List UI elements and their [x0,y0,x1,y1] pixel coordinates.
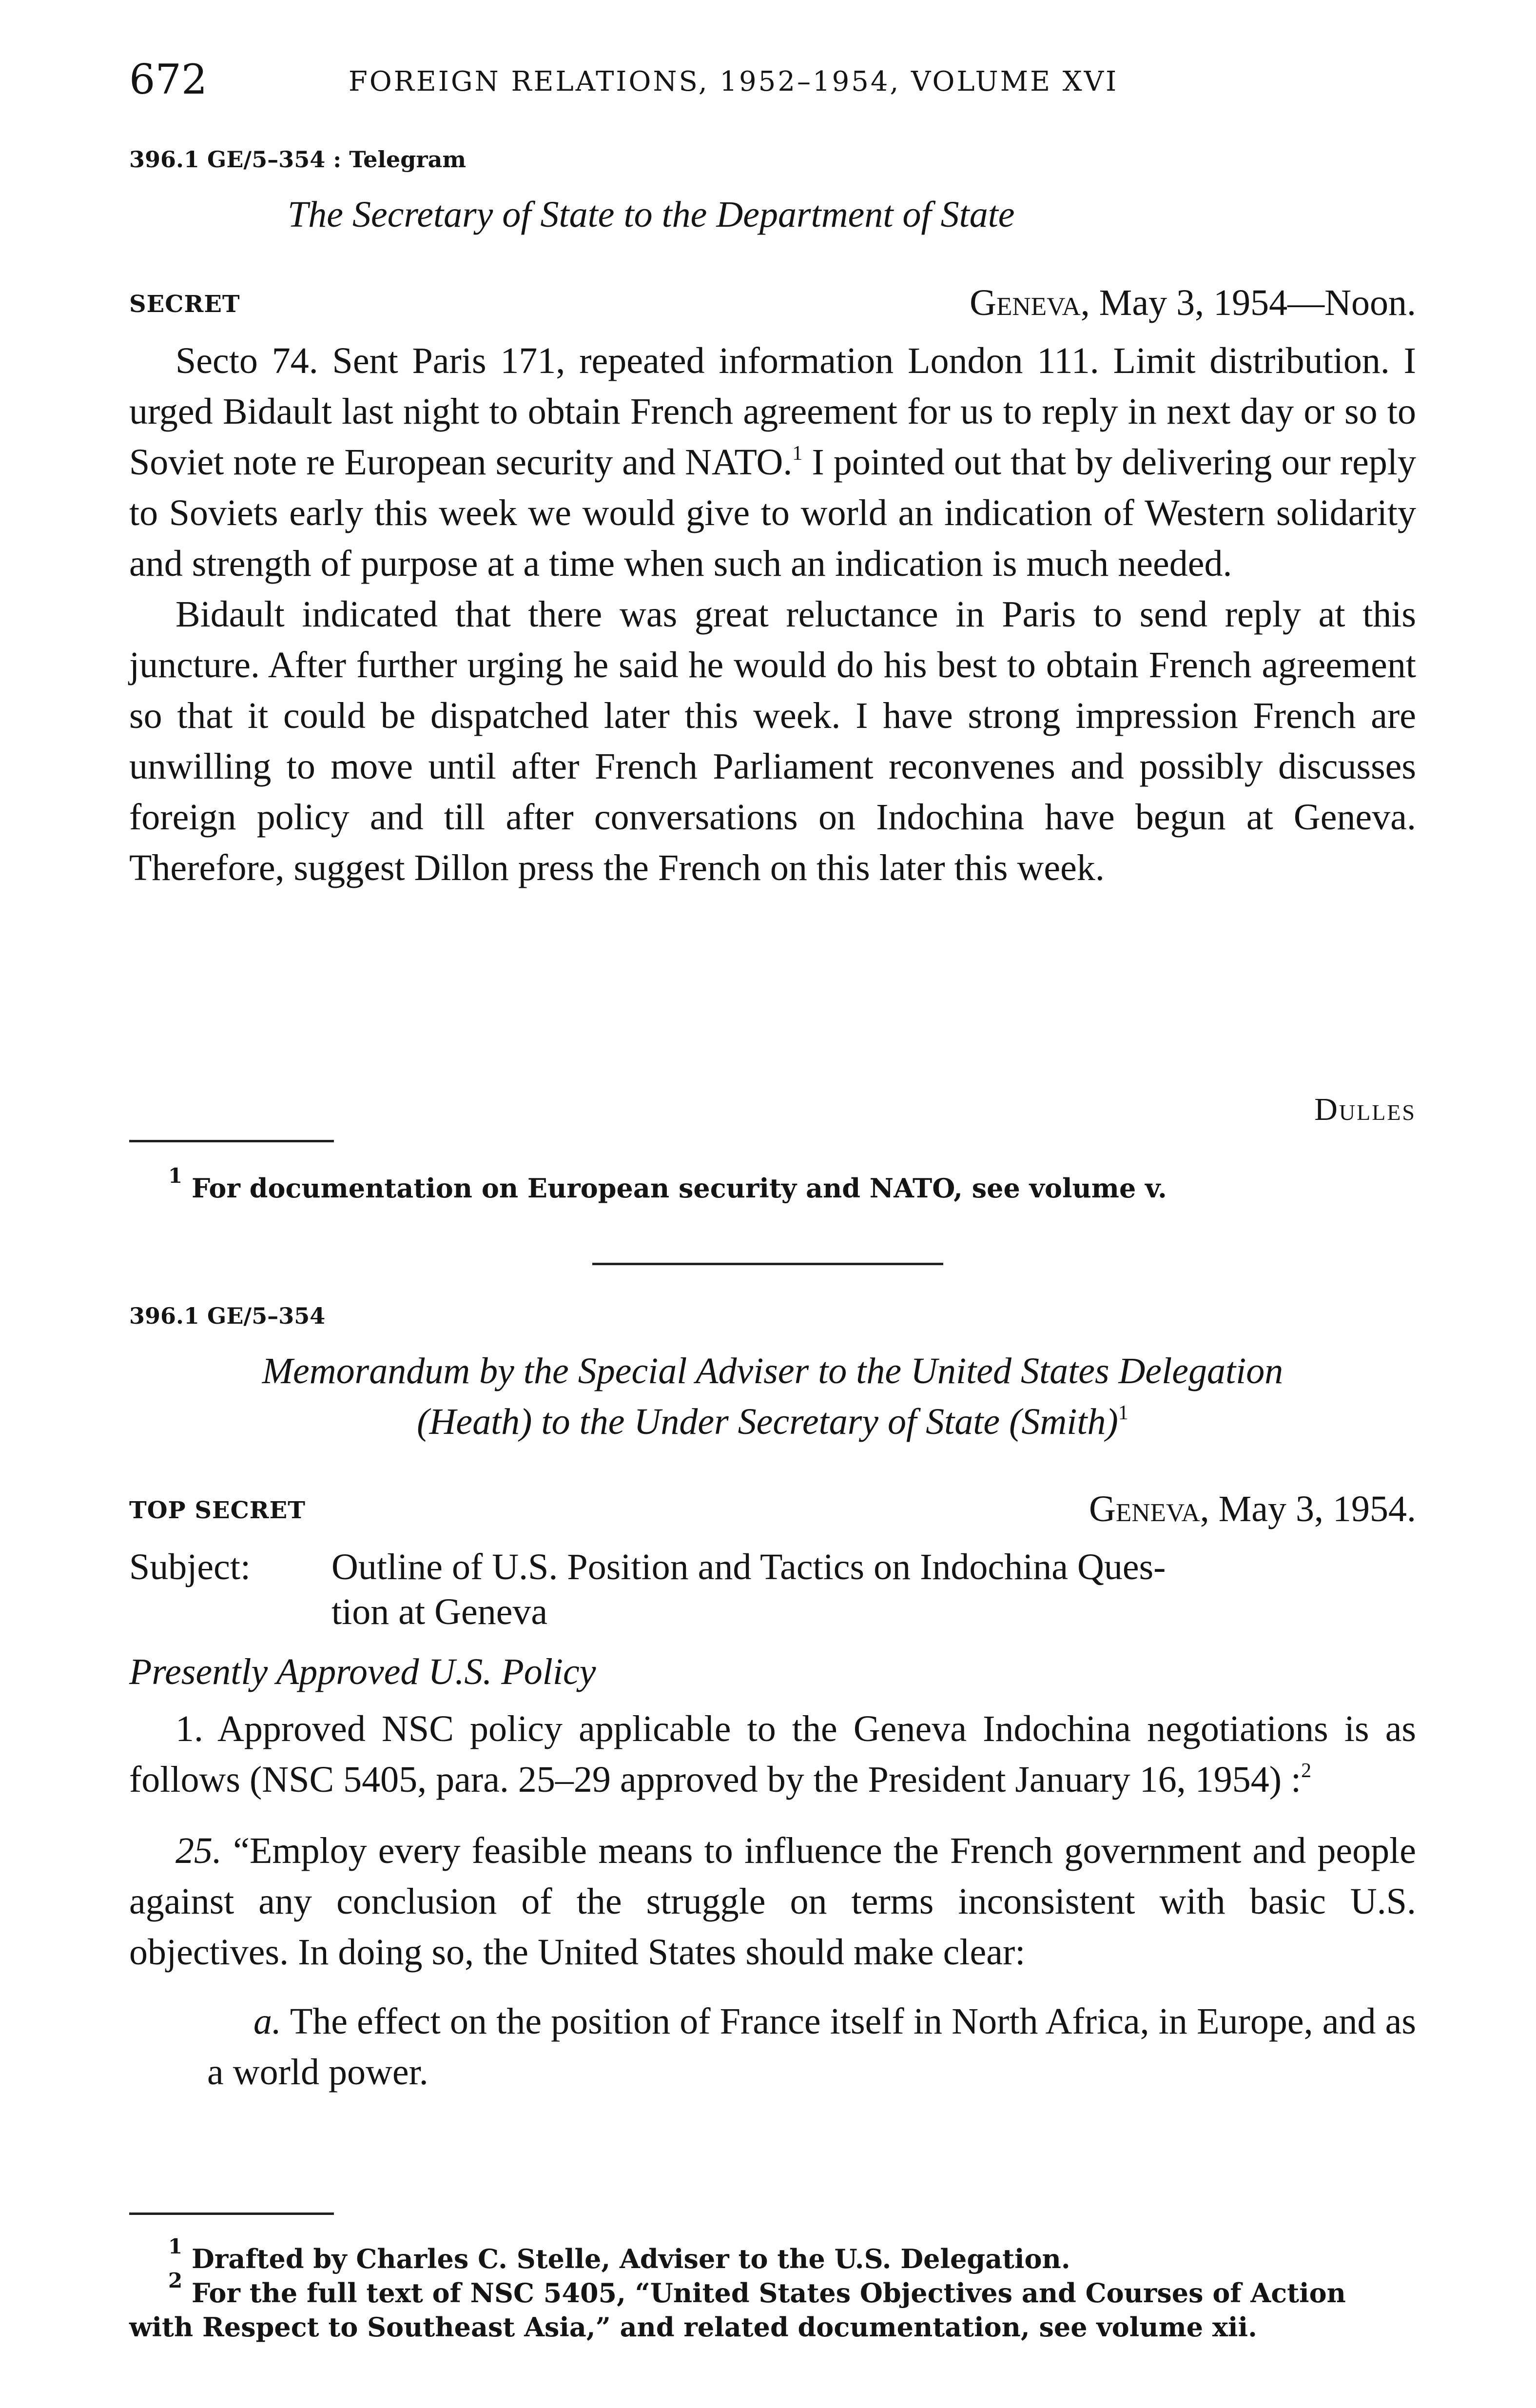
doc1-footnote: $^1$ For documentation on European security and NATO, see volume v. [168,1164,1167,1204]
doc2-footnotes [129,2234,1416,2344]
section-heading: Presently Approved U.S. Policy [129,1651,596,1692]
footnote-ref: 1 [792,442,803,465]
doc1-classification: SECRET [129,291,240,318]
doc1-paragraph-2: Bidault indicated that there was great reluctance in Paris to send reply at this juncture. After further urging he said he would do his best to obtain French agreement so that it could be dispatched later this week. I have strong impression French are unwilling to move until after French Parliament reconvenes and possibly discusses foreign policy and till after conversations on Indochina have begun at Geneva. Therefore, suggest Dillon press the French on this later this week. [129,594,1416,888]
doc1-file-ref: 396.1 GE/5–354 : Telegram [129,146,467,173]
doc2-dateline-place: Geneva [1089,1488,1200,1529]
doc2-dateline [1089,1488,1416,1530]
subject-label: Subject: [129,1547,251,1587]
page-header [129,53,1416,111]
footnote-2: $^2$ For the full text of NSC 5405, “United States Objectives and Courses of Action with Respect to Southeast Asia,” and related documentation, see volume xii. [129,2269,1346,2343]
doc2-item-a: a. The effect on the position of France itself in North Africa, in Europe, and as a world power. [207,2001,1416,2093]
doc1-body [129,335,1416,893]
doc2-classification: TOP SECRET [129,1497,306,1524]
footnote-divider [129,2212,334,2215]
footnote-divider [129,1140,334,1142]
footnote-ref: 2 [1301,1760,1312,1782]
doc2-file-ref: 396.1 GE/5–354 [129,1303,326,1329]
doc1-paragraph-1: Secto 74. Sent Paris 171, repeated information London 111. Limit distribution. I urged Bidault last night to obtain French agreement for us to reply in next day or so to Soviet note re European security and NATO.$^1$ I pointed out that by delivering our reply to Soviets early this week we would give to world an indication of Western solidarity and strength of purpose at a time when such an indication is much needed. [129,340,1416,584]
doc2-dateline-rest: , May 3, 1954. [1200,1488,1416,1529]
doc2-title: Memorandum by the Special Adviser to the United States Delegation (Heath) to the Under Secretary of State (Smith)$^1$ [262,1351,1283,1442]
doc1-dateline-place: Geneva [970,282,1081,323]
doc1-dateline-rest: , May 3, 1954—Noon. [1080,282,1416,323]
doc2-subject: Subject: Outline of U.S. Position and Tactics on Indochina Ques- tion at Geneva [129,1545,1416,1634]
running-head: FOREIGN RELATIONS, 1952–1954, VOLUME XVI [349,66,1119,98]
footnote-1: $^1$ Drafted by Charles C. Stelle, Adviser to the U.S. Delegation. [168,2234,1070,2274]
doc1-dateline [970,282,1416,324]
doc2-paragraph-25: 25. “Employ every feasible means to influence the French government and people against any conclusion of the struggle on terms inconsistent with basic U.S. objectives. In doing so, the United States should make clear: [129,1830,1416,1973]
page-number: 672 [129,56,208,103]
document-separator [592,1263,943,1265]
doc2-paragraph-1: 1. Approved NSC policy applicable to the Geneva Indochina negotiations is as follows (NSC 5405, para. 25–29 approved by the President January 16, 1954) :$^2$ [129,1708,1416,1800]
doc1-title: The Secretary of State to the Department of State [288,194,1015,235]
doc1-signature: Dulles [1314,1092,1416,1127]
doc2-body [129,1703,1416,2097]
